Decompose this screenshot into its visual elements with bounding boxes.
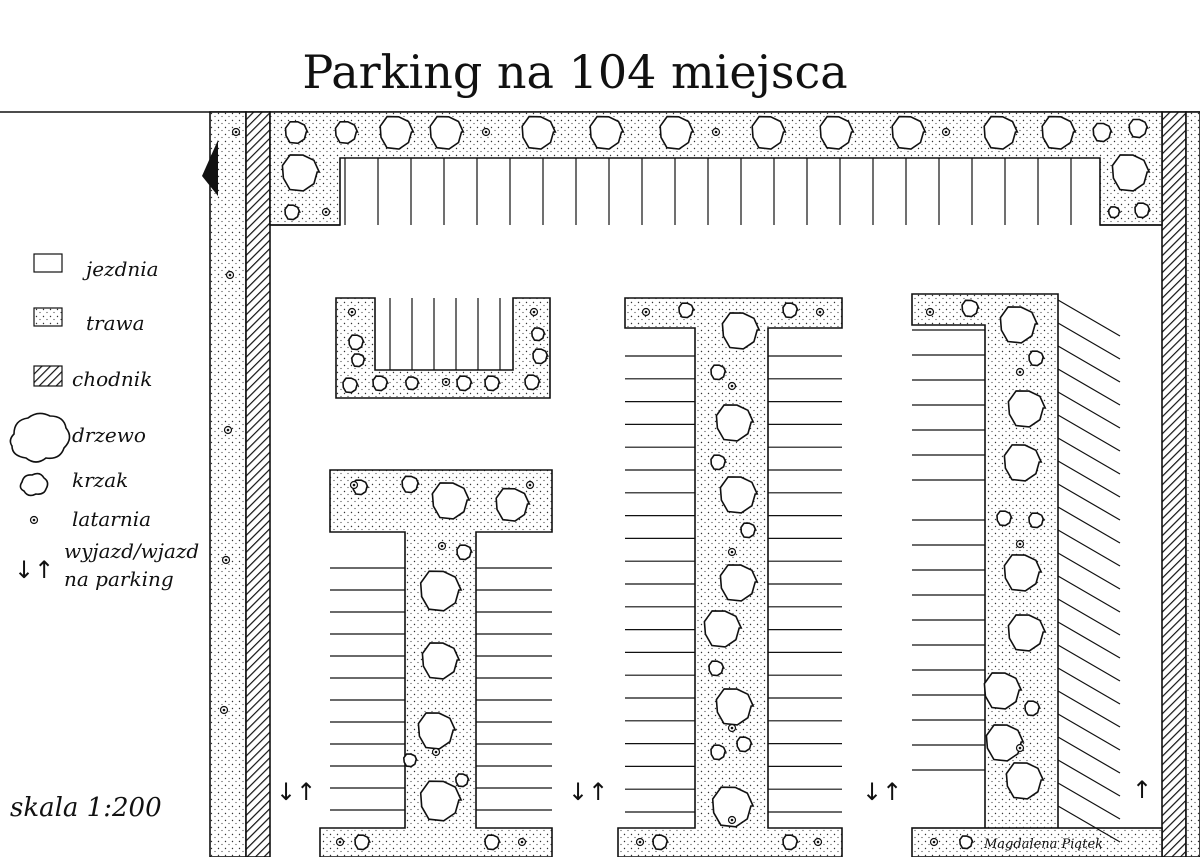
bush-icon [404, 754, 417, 767]
entry-arrow-2: ↓↑ [568, 778, 609, 806]
bush-icon [711, 745, 726, 759]
lamp-dot [817, 841, 820, 844]
legend-entry-label-line1: wyjazd/wjazd [64, 539, 200, 563]
bush-icon [960, 836, 973, 849]
bush-icon [525, 375, 540, 389]
lamp-dot [223, 709, 226, 712]
legend-bush-label: krzak [72, 468, 129, 492]
lamp-dot [1019, 371, 1022, 374]
stall-line [1058, 346, 1120, 382]
stall-line [1058, 484, 1120, 520]
bush-icon [457, 376, 472, 390]
stall-line [1058, 691, 1120, 727]
lamp-dot [229, 274, 232, 277]
stall-line [1058, 507, 1120, 543]
bush-icon [711, 455, 726, 469]
lamp-dot [945, 131, 948, 134]
bush-icon [373, 376, 388, 390]
legend-tree-icon [10, 413, 69, 462]
author-signature: Magdalena Piątek [984, 837, 1104, 852]
lamp-dot [227, 429, 230, 432]
bush-icon [456, 774, 469, 787]
lamp-dot [485, 131, 488, 134]
lamp-dot [1019, 747, 1022, 750]
bush-icon [783, 835, 798, 849]
stall-line [1058, 461, 1120, 497]
bush-icon [741, 523, 756, 537]
bush-icon [285, 205, 300, 219]
bush-icon [1025, 701, 1040, 715]
bush-icon [457, 545, 472, 559]
lamp-dot [639, 841, 642, 844]
stall-line [1058, 323, 1120, 359]
legend-road-label: jezdnia [86, 257, 159, 281]
entry-arrow-1: ↓↑ [276, 778, 317, 806]
scale-label: skala 1:200 [10, 793, 162, 823]
bush-icon [997, 511, 1012, 525]
legend-grass-swatch [34, 308, 62, 326]
bush-icon [679, 303, 694, 317]
lamp-dot [929, 311, 932, 314]
bush-icon [343, 378, 358, 392]
bush-icon [709, 661, 724, 675]
lamp-dot [731, 551, 734, 554]
lamp-dot [325, 211, 328, 214]
stall-line [1058, 599, 1120, 635]
bush-icon [286, 122, 308, 144]
lamp-dot [731, 819, 734, 822]
lamp-dot [445, 381, 448, 384]
bush-icon [355, 835, 370, 849]
stall-line [1058, 760, 1120, 796]
lamp-dot [715, 131, 718, 134]
bush-icon [336, 122, 358, 144]
stall-line [1058, 369, 1120, 405]
lamp-dot [731, 385, 734, 388]
bush-icon [485, 835, 500, 849]
lamp-dot [441, 545, 444, 548]
lamp-dot [645, 311, 648, 314]
top-stall-row [345, 158, 1071, 225]
stall-line [1058, 438, 1120, 474]
bush-icon [1093, 124, 1111, 142]
legend-grass-label: trawa [86, 311, 145, 335]
legend-sidewalk-label: chodnik [72, 367, 153, 391]
bush-icon [1135, 203, 1150, 217]
lamp-dot [521, 841, 524, 844]
legend-bush-icon [20, 474, 47, 496]
lamp-dot [225, 559, 228, 562]
legend-entry-arrow-icon: ↓↑ [14, 556, 55, 584]
stall-line [1058, 645, 1120, 681]
bush-icon [406, 377, 419, 390]
entry-arrow-3: ↓↑ [862, 778, 903, 806]
stall-line [1058, 415, 1120, 451]
bush-icon [1029, 351, 1044, 365]
stall-line [1058, 783, 1120, 819]
stall-line [1058, 737, 1120, 773]
bush-icon [1109, 207, 1120, 218]
bush-icon [737, 737, 752, 751]
legend-entry-label-line2: na parking [64, 567, 174, 591]
stall-line [1058, 300, 1120, 336]
bush-icon [485, 376, 500, 390]
stall-line [1058, 576, 1120, 612]
lamp-dot [731, 727, 734, 730]
bush-icon [711, 365, 726, 379]
stall-line [1058, 668, 1120, 704]
legend-sidewalk-swatch [34, 366, 62, 386]
legend-tree-label: drzewo [72, 423, 146, 447]
lamp-dot [339, 841, 342, 844]
right-sidewalk [1162, 112, 1186, 857]
bush-icon [533, 349, 548, 363]
legend-lamp-dot [33, 519, 36, 522]
left-sidewalk [246, 112, 270, 857]
lamp-dot [933, 841, 936, 844]
lamp-dot [435, 751, 438, 754]
lamp-dot [529, 484, 532, 487]
lamp-dot [235, 131, 238, 134]
stall-line [1058, 714, 1120, 750]
legend-lamp-label: latarnia [72, 507, 152, 531]
entry-arrow-4: ↑ [1132, 776, 1153, 804]
stall-line [1058, 622, 1120, 658]
legend [10, 254, 199, 591]
stall-line [1058, 530, 1120, 566]
bush-icon [1129, 120, 1147, 138]
bush-icon [653, 835, 668, 849]
lamp-dot [351, 311, 354, 314]
left-grass-strip [210, 112, 246, 857]
bush-icon [352, 354, 365, 367]
legend-road-swatch [34, 254, 62, 272]
lamp-dot [819, 311, 822, 314]
bush-icon [349, 335, 364, 349]
plan-title: Parking na 104 miejsca [302, 45, 848, 99]
u-island-stalls [390, 298, 500, 370]
bush-icon [532, 328, 545, 341]
bush-icon [1029, 513, 1044, 527]
stall-line [1058, 553, 1120, 589]
stall-line [1058, 392, 1120, 428]
bush-icon [783, 303, 798, 317]
bush-icon [962, 300, 979, 316]
lamp-dot [353, 484, 356, 487]
lamp-dot [1019, 543, 1022, 546]
right-grass-strip [1186, 112, 1200, 857]
bush-icon [402, 476, 419, 492]
lamp-dot [533, 311, 536, 314]
